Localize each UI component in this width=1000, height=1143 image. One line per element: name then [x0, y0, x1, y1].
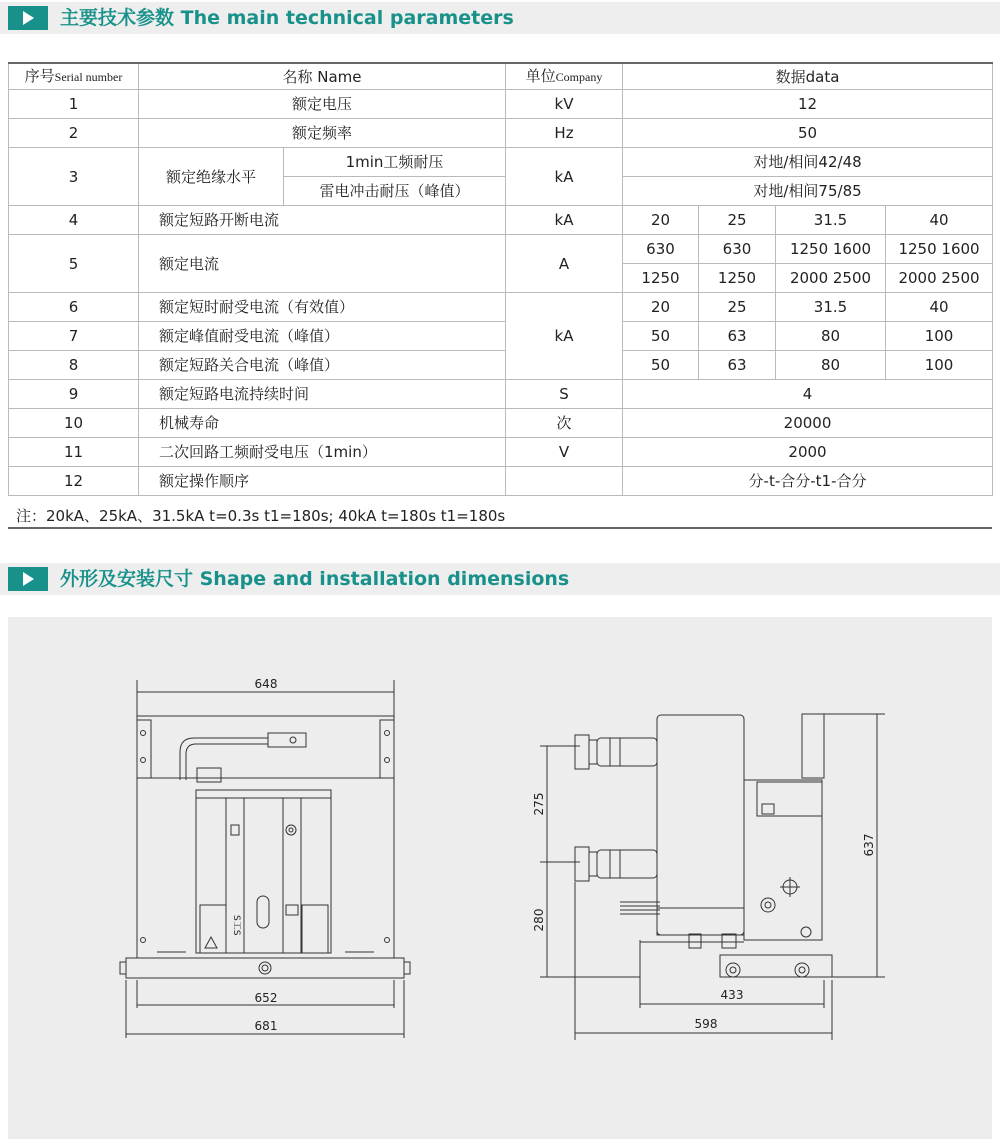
- row-value: 40: [886, 293, 993, 322]
- row-no: 3: [9, 148, 139, 206]
- row-name: 机械寿命: [139, 409, 506, 438]
- side-view-drawing: [540, 714, 885, 1040]
- row-value: 63: [699, 322, 776, 351]
- row-unit: kA: [506, 206, 623, 235]
- row-value: 1250 1600: [886, 235, 993, 264]
- row-unit: kV: [506, 90, 623, 119]
- table-header-row: [9, 63, 993, 90]
- row-value: 分-t-合分-t1-合分: [623, 467, 993, 496]
- section-header-parameters: [0, 2, 1000, 34]
- header-unit: 单位Company: [506, 63, 623, 90]
- header-name: 名称 Name: [139, 63, 506, 90]
- dim-275-label: 275: [532, 792, 546, 816]
- dim-280-label: 280: [532, 908, 546, 932]
- row-subname: 1min工频耐压: [284, 148, 506, 177]
- row-no: 7: [9, 322, 139, 351]
- row-value: 31.5: [776, 206, 886, 235]
- table-row: [9, 90, 993, 119]
- dimension-drawing-area: [8, 617, 992, 1139]
- play-triangle-icon: [8, 6, 48, 30]
- table-row: [9, 438, 993, 467]
- dim-652-label: 652: [254, 991, 278, 1005]
- row-value: 1250: [623, 264, 699, 293]
- row-value: 40: [886, 206, 993, 235]
- table-row: [9, 322, 993, 351]
- row-name: 额定电流: [139, 235, 506, 293]
- row-no: 8: [9, 351, 139, 380]
- row-name: 额定频率: [139, 119, 506, 148]
- row-name: 额定峰值耐受电流（峰值）: [139, 322, 506, 351]
- row-value: 630: [699, 235, 776, 264]
- row-name: 额定短路关合电流（峰值）: [139, 351, 506, 380]
- row-value: 25: [699, 293, 776, 322]
- row-value: 20000: [623, 409, 993, 438]
- play-triangle-icon: [8, 567, 48, 591]
- table-row: [9, 119, 993, 148]
- row-unit: kA: [506, 148, 623, 206]
- row-value: 630: [623, 235, 699, 264]
- row-value: 25: [699, 206, 776, 235]
- dim-433-label: 433: [720, 988, 744, 1002]
- front-panel-mark: S工S: [231, 915, 241, 936]
- row-name: 额定短路电流持续时间: [139, 380, 506, 409]
- table-row: [9, 380, 993, 409]
- row-unit: Hz: [506, 119, 623, 148]
- row-value: 100: [886, 351, 993, 380]
- table-note: 注：20kA、25kA、31.5kA t=0.3s t1=180s; 40kA t=180s t1=180s: [8, 505, 992, 529]
- row-no: 9: [9, 380, 139, 409]
- table-row: [9, 467, 993, 496]
- row-no: 10: [9, 409, 139, 438]
- header-serial: 序号Serial number: [9, 63, 139, 90]
- row-unit: S: [506, 380, 623, 409]
- row-value: 1250: [699, 264, 776, 293]
- row-value: 50: [623, 351, 699, 380]
- front-view-drawing: [120, 680, 410, 1038]
- row-value: 2000 2500: [776, 264, 886, 293]
- row-value: 20: [623, 293, 699, 322]
- row-value: 1250 1600: [776, 235, 886, 264]
- row-name: 额定绝缘水平: [139, 148, 284, 206]
- row-name: 额定短时耐受电流（有效值）: [139, 293, 506, 322]
- row-unit: kA: [506, 293, 623, 380]
- table-row: [9, 235, 993, 264]
- row-value: 80: [776, 351, 886, 380]
- row-value: 80: [776, 322, 886, 351]
- row-value: 2000: [623, 438, 993, 467]
- row-name: 额定电压: [139, 90, 506, 119]
- row-unit: 次: [506, 409, 623, 438]
- row-unit: [506, 467, 623, 496]
- row-no: 11: [9, 438, 139, 467]
- row-value: 50: [623, 119, 993, 148]
- table-row: [9, 351, 993, 380]
- header-data: 数据data: [623, 63, 993, 90]
- row-no: 2: [9, 119, 139, 148]
- row-no: 6: [9, 293, 139, 322]
- row-value: 100: [886, 322, 993, 351]
- parameters-table: [8, 62, 993, 496]
- row-unit: A: [506, 235, 623, 293]
- row-value: 12: [623, 90, 993, 119]
- row-no: 5: [9, 235, 139, 293]
- section-title: 主要技术参数 The main technical parameters: [60, 7, 514, 29]
- row-value: 对地/相间75/85: [623, 177, 993, 206]
- row-value: 2000 2500: [886, 264, 993, 293]
- row-value: 63: [699, 351, 776, 380]
- dim-637-label: 637: [862, 833, 876, 857]
- row-value: 31.5: [776, 293, 886, 322]
- dim-681-label: 681: [254, 1019, 278, 1033]
- row-subname: 雷电冲击耐压（峰值）: [284, 177, 506, 206]
- row-value: 对地/相间42/48: [623, 148, 993, 177]
- row-no: 4: [9, 206, 139, 235]
- row-name: 二次回路工频耐受电压（1min）: [139, 438, 506, 467]
- table-row: [9, 206, 993, 235]
- row-no: 1: [9, 90, 139, 119]
- technical-drawing: [8, 617, 992, 1139]
- section-title: 外形及安装尺寸 Shape and installation dimensions: [60, 568, 570, 590]
- table-row: [9, 293, 993, 322]
- table-row: [9, 409, 993, 438]
- dim-598-label: 598: [694, 1017, 718, 1031]
- row-name: 额定操作顺序: [139, 467, 506, 496]
- row-value: 20: [623, 206, 699, 235]
- row-name: 额定短路开断电流: [139, 206, 506, 235]
- row-value: 4: [623, 380, 993, 409]
- row-no: 12: [9, 467, 139, 496]
- section-header-dimensions: [0, 563, 1000, 595]
- row-unit: V: [506, 438, 623, 467]
- row-value: 50: [623, 322, 699, 351]
- table-row: [9, 148, 993, 177]
- dim-648-label: 648: [254, 677, 278, 691]
